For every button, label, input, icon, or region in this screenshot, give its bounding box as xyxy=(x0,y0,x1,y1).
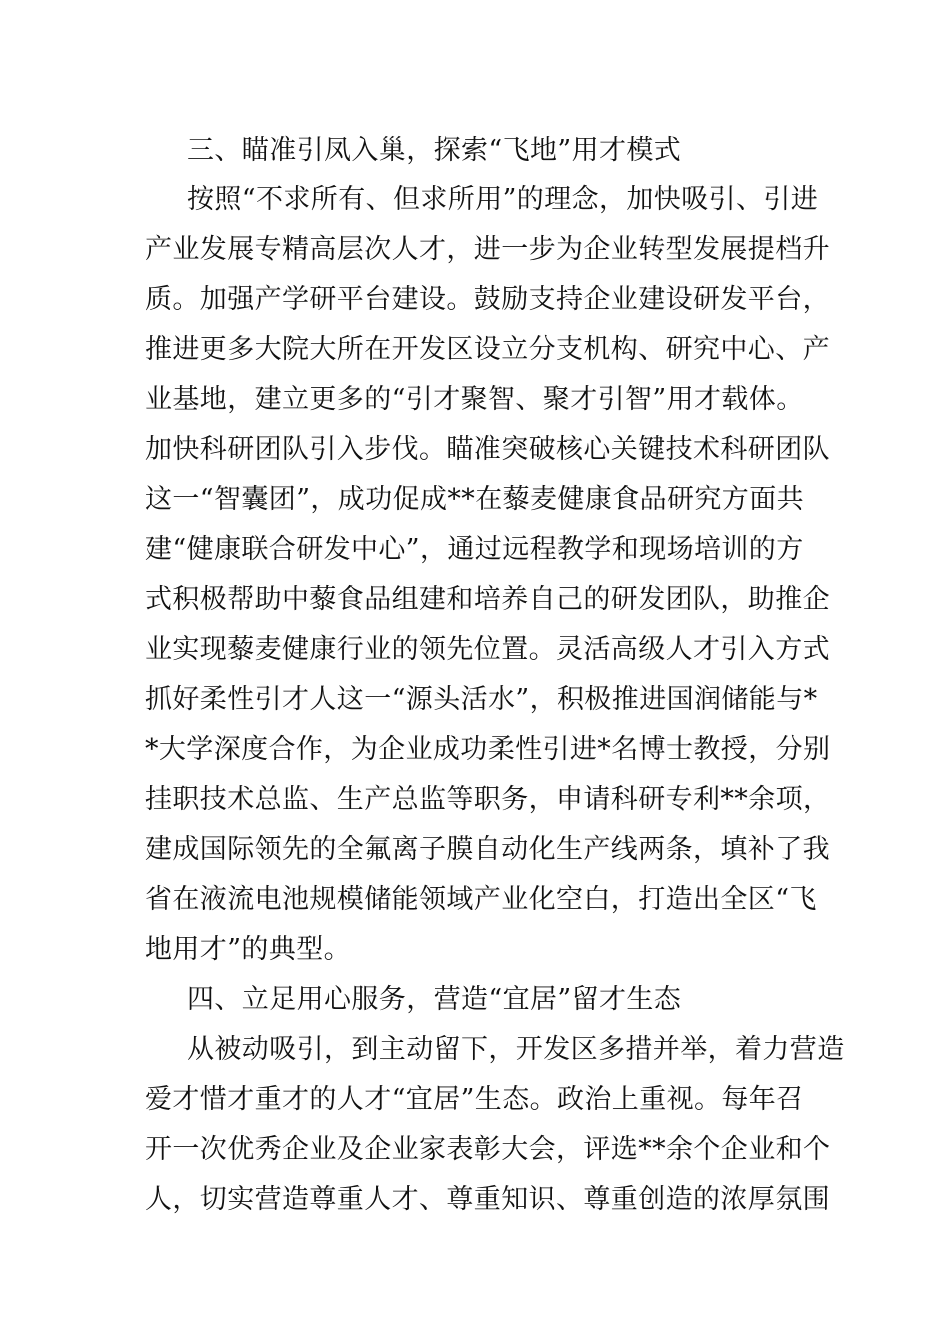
paragraph-line: 按照“不求所有、但求所用”的理念，加快吸引、引进 xyxy=(187,184,819,215)
paragraph-line: 挂职技术总监、生产总监等职务，申请科研专利**余项， xyxy=(145,784,831,815)
paragraph-line: 业实现藜麦健康行业的领先位置。灵活高级人才引入方式 xyxy=(145,634,830,665)
paragraph-line: 从被动吸引，到主动留下，开发区多措并举，着力营造 xyxy=(187,1034,845,1065)
section-heading-4: 四、立足用心服务，营造“宜居”留才生态 xyxy=(187,984,682,1015)
paragraph-line: 式积极帮助中藜食品组建和培养自己的研发团队，助推企 xyxy=(145,584,830,615)
paragraph-line: *大学深度合作，为企业成功柔性引进*名博士教授，分别 xyxy=(145,734,831,765)
paragraph-line: 爱才惜才重才的人才“宜居”生态。政治上重视。每年召 xyxy=(145,1084,804,1115)
paragraph-line: 质。加强产学研平台建设。鼓励支持企业建设研发平台， xyxy=(145,284,830,315)
paragraph-line: 这一“智囊团”，成功促成**在藜麦健康食品研究方面共 xyxy=(145,484,805,515)
paragraph-line: 产业发展专精高层次人才，进一步为企业转型发展提档升 xyxy=(145,234,830,265)
paragraph-line: 抓好柔性引才人这一“源头活水”，积极推进国润储能与* xyxy=(145,684,818,715)
paragraph-line: 人，切实营造尊重人才、尊重知识、尊重创造的浓厚氛围 xyxy=(145,1184,830,1215)
paragraph-line: 地用才”的典型。 xyxy=(145,934,352,965)
paragraph-line: 建成国际领先的全氟离子膜自动化生产线两条，填补了我 xyxy=(145,834,830,865)
paragraph-line: 推进更多大院大所在开发区设立分支机构、研究中心、产 xyxy=(145,334,830,365)
section-heading-3: 三、瞄准引凤入巢，探索“飞地”用才模式 xyxy=(187,135,682,166)
paragraph-line: 业基地，建立更多的“引才聚智、聚才引智”用才载体。 xyxy=(145,384,804,415)
paragraph-line: 加快科研团队引入步伐。瞄准突破核心关键技术科研团队 xyxy=(145,434,830,465)
paragraph-line: 建“健康联合研发中心”，通过远程教学和现场培训的方 xyxy=(145,534,804,565)
paragraph-line: 省在液流电池规模储能领域产业化空白，打造出全区“飞 xyxy=(145,884,817,915)
paragraph-line: 开一次优秀企业及企业家表彰大会，评选**余个企业和个 xyxy=(145,1134,831,1165)
